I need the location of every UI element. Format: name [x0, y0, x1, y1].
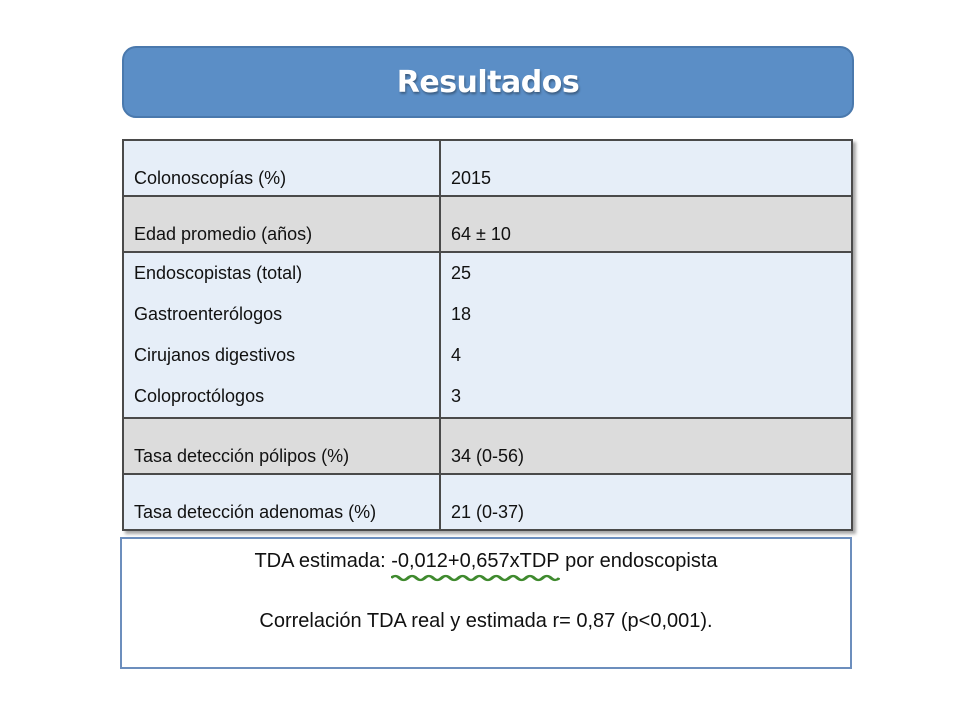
row-label: Coloproctólogos [134, 386, 265, 406]
row-label: Tasa detección pólipos (%) [123, 418, 440, 474]
formula-suffix: por endoscopista [559, 550, 718, 572]
page-title: Resultados [396, 64, 580, 100]
formula-box [120, 537, 852, 669]
table-row-group [123, 252, 852, 418]
row-label: Cirujanos digestivos [134, 345, 296, 365]
results-table [122, 139, 853, 531]
table-row [123, 140, 852, 196]
row-label: Tasa detección adenomas (%) [123, 474, 440, 530]
row-value: 18 [451, 304, 472, 324]
row-value: 4 [451, 345, 462, 365]
row-value: 2015 [440, 140, 852, 196]
row-value: 3 [451, 386, 462, 406]
formula-expression-wrapper [391, 550, 559, 573]
correlation-line: Correlación TDA real y estimada r= 0,87 (p<0,001). [259, 610, 713, 632]
title-banner [122, 46, 854, 118]
row-value: 64 ± 10 [440, 196, 852, 252]
row-values [440, 252, 852, 418]
row-label: Colonoscopías (%) [123, 140, 440, 196]
row-label: Edad promedio (años) [123, 196, 440, 252]
formula-line [122, 550, 850, 573]
row-value: 34 (0-56) [440, 418, 852, 474]
row-value: 25 [451, 263, 472, 283]
row-label: Endoscopistas (total) [134, 263, 303, 283]
row-labels [123, 252, 440, 418]
spellcheck-underline [391, 574, 559, 582]
row-value: 21 (0-37) [440, 474, 852, 530]
formula-expression: -0,012+0,657xTDP [391, 550, 560, 572]
table-row [123, 418, 852, 474]
formula-prefix: TDA estimada: [254, 550, 392, 572]
table-row [123, 474, 852, 530]
table-row [123, 196, 852, 252]
row-label: Gastroenterólogos [134, 304, 283, 324]
